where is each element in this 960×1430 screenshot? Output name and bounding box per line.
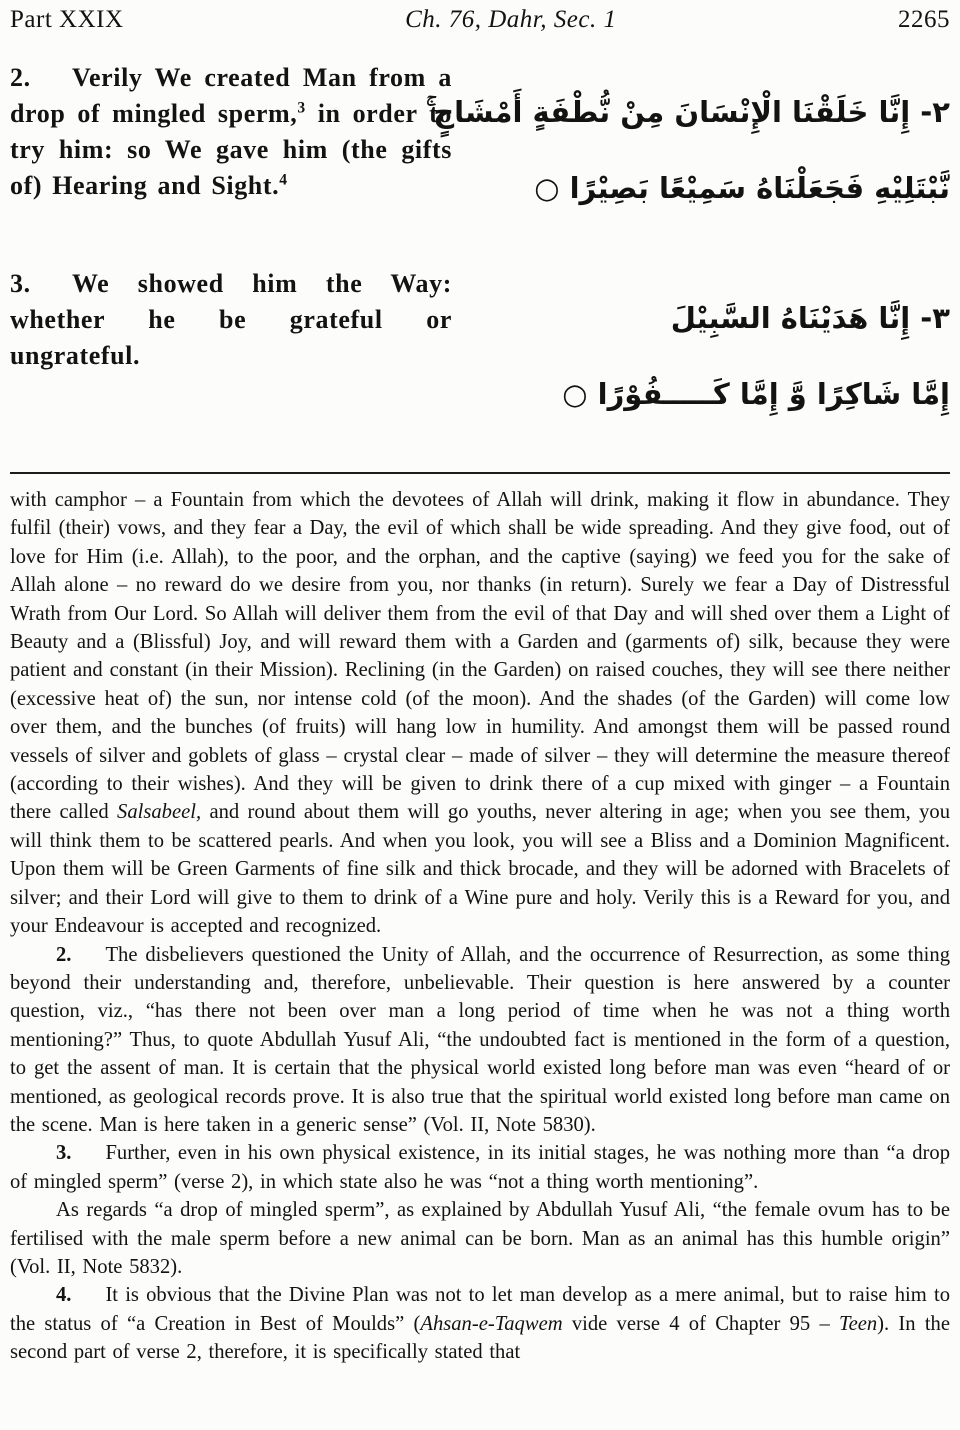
text-segment: with camphor – a Fountain from which the devotees of Allah will drink, making it flow in abundance. They fulfil (their) vows, and they fear a Day, the evil of which shall be wide spreading. And they give food, out of love for Him (i.e. Allah), to the poor, and the orphan, and the captive (saying) we feed you for the sake of Allah alone – no reward do we desire from you, nor thanks (in return). Surely we fear a Day of Distressful Wrath from Our Lord. So Allah will deliver them from the evil of that Day and will shed over them a Light of Beauty and a (Blissful) Joy, and will reward them with a Garden and (garments of) silk, because they were patient and constant (in their Mission). Reclining (in the Garden) on raised couches, they will see there neither (excessive heat of) the sun, nor intense cold (of the moon). And the shades (of the Garden) will come low over them, and the bunches (of fruits) will hang low in humility. And amongst them will be passed round vessels of silver and goblets of glass – crystal clear – made of silver – they will determine the measure thereof (according to their wishes). And they will be given to drink there of a cup mixed with ginger – a Fountain there called — [10, 489, 950, 824]
page-number: 2265 — [898, 6, 950, 33]
verse-english-translation — [10, 60, 452, 226]
verse-english-translation — [10, 266, 452, 432]
text-segment: vide verse 4 of Chapter 95 – — [562, 1312, 840, 1335]
chapter-title: Ch. 76, Dahr, Sec. 1 — [405, 6, 617, 33]
commentary-paragraph — [10, 1281, 950, 1366]
verse-number: 2. — [10, 63, 31, 92]
text-segment: Teen — [839, 1312, 878, 1335]
verses-section — [10, 60, 950, 432]
part-label: Part XXIX — [10, 6, 124, 33]
commentary-paragraph — [10, 486, 950, 941]
text-segment: ). In the second part of verse 2, therefore, it is specifically stated that — [10, 1312, 950, 1364]
verse-row — [10, 266, 950, 432]
verse-number: 3. — [10, 269, 31, 298]
commentary-paragraph — [10, 1196, 950, 1281]
note-number: 2. — [56, 943, 72, 966]
text-segment: Further, even in his own physical existence, in its initial stages, he was nothing more than “a drop of mingled sperm” (verse 2), in which state also he was “not a thing worth mentioning”. — [10, 1142, 950, 1193]
text-segment: Verily We created Man from a drop of mingled sperm, — [10, 63, 452, 128]
arabic-line: ٣- إِنَّا هَدَيْنَاهُ السَّبِيْلَ — [670, 301, 950, 335]
text-segment: As regards “a drop of mingled sperm”, as explained by Abdullah Yusuf Ali, “the female ovum has to be fertilised with the male sperm before a new animal can be born. Man as an animal has this humble origin” (Vol. II, Note 5832). — [10, 1199, 950, 1278]
commentary-paragraph — [10, 941, 950, 1140]
text-segment: We showed him the Way: whether he be grateful or ungrateful. — [10, 269, 452, 370]
verse-arabic-text — [480, 266, 950, 432]
text-segment: The disbelievers questioned the Unity of Allah, and the occurrence of Resurrection, as some thing beyond their understanding and, therefore, unbelievable. Their question is here answered by a counter question, viz., “has there not been over man a long period of time when he was not a thing worth mentioning?” Thus, to quote Abdullah Yusuf Ali, “the undoubted fact is mentioned in the form of a question, to get the assent of man. It is certain that the physical world existed long before man was even “heard of or mentioned, as geological records prove. It is also true that the spiritual world existed long before man came on the scene. Man is here taken in a generic sense” (Vol. II, Note 5830). — [10, 943, 950, 1136]
verse-arabic-text — [425, 60, 950, 226]
note-number: 3. — [56, 1142, 72, 1165]
footnote-marker: 3 — [297, 99, 306, 117]
arabic-line: ٢- إِنَّا خَلَقْنَا الْإِنْسَانَ مِنْ نُّطْفَةٍ أَمْشَاجٍ ۚ — [425, 95, 950, 129]
arabic-line: نَّبْتَلِيْهِ فَجَعَلْنَاهُ سَمِيْعًا بَصِيْرًا ○ — [534, 171, 950, 205]
text-segment: It is obvious that the Divine Plan was not to let man develop as a mere animal, but to raise him to the status of “a Creation in Best of Moulds” ( — [10, 1284, 950, 1335]
text-segment: in order to try him: so We gave him (the gifts of) Hearing and Sight. — [10, 99, 453, 200]
divider-rule — [10, 472, 950, 474]
text-segment: and round about them will go youths, never altering in age; when you see them, you will think them to be scattered pearls. And when you look, you will see a Bliss and a Dominion Magnificent. Upon them will be Green Garments of fine silk and thick brocade, and they will be adorned with Bracelets of silver; and their Lord will give to them to drink of a Wine pure and holy. Verily this is a Reward for you, and your Endeavour is accepted and recognized. — [10, 801, 950, 938]
page-header — [10, 6, 950, 34]
commentary-section — [10, 486, 950, 1367]
commentary-paragraph — [10, 1139, 950, 1196]
verse-row — [10, 60, 950, 226]
text-segment: Ahsan-e-Taqwem — [420, 1312, 563, 1335]
arabic-line: إِمَّا شَاكِرًا وَّ إِمَّا كَـــــفُوْرًا ○ — [562, 377, 950, 411]
footnote-marker: 4 — [279, 171, 288, 189]
text-segment: Salsabeel, — [117, 801, 202, 824]
note-number: 4. — [56, 1284, 72, 1307]
